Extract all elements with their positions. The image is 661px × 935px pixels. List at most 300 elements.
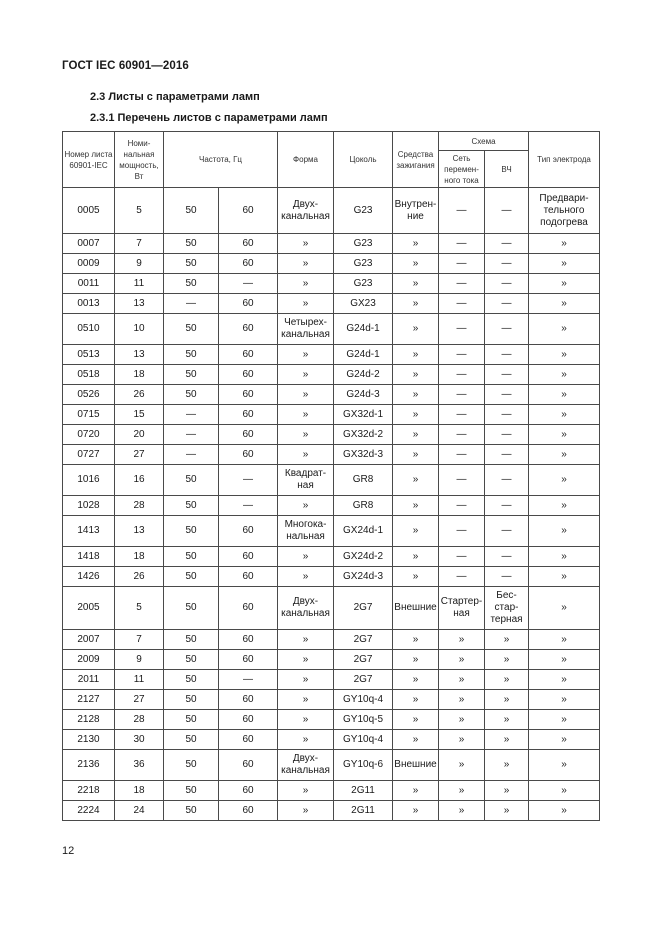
table-cell: » (439, 781, 485, 801)
table-cell: — (439, 365, 485, 385)
table-cell: — (439, 294, 485, 314)
table-cell: 28 (115, 496, 164, 516)
table-cell: 0011 (63, 274, 115, 294)
table-cell: 1426 (63, 567, 115, 587)
table-cell: 7 (115, 234, 164, 254)
table-cell: 50 (164, 188, 219, 234)
table-cell: 0009 (63, 254, 115, 274)
table-row (63, 516, 600, 547)
table-cell: 2007 (63, 630, 115, 650)
table-row (63, 465, 600, 496)
table-cell: — (485, 188, 529, 234)
table-cell: » (529, 587, 600, 630)
table-cell: Двух-канальная (278, 587, 334, 630)
table-cell: 60 (219, 445, 278, 465)
table-cell: » (393, 516, 439, 547)
table-cell: — (164, 294, 219, 314)
table-cell: 50 (164, 730, 219, 750)
table-cell: 60 (219, 547, 278, 567)
table-cell: » (393, 465, 439, 496)
table-cell: — (439, 385, 485, 405)
table-cell: » (393, 385, 439, 405)
table-cell: » (485, 730, 529, 750)
table-cell: » (393, 405, 439, 425)
table-cell: 50 (164, 465, 219, 496)
table-cell: 2009 (63, 650, 115, 670)
table-cell: GX32d-3 (334, 445, 393, 465)
table-row (63, 710, 600, 730)
table-cell: » (393, 274, 439, 294)
table-cell: 50 (164, 314, 219, 345)
table-cell: » (485, 801, 529, 821)
table-cell: 60 (219, 801, 278, 821)
table-cell: » (529, 254, 600, 274)
table-body (63, 188, 600, 821)
table-cell: » (278, 547, 334, 567)
table-cell: » (393, 781, 439, 801)
table-cell: » (278, 496, 334, 516)
table-cell: — (439, 496, 485, 516)
table-cell: — (485, 516, 529, 547)
table-cell: 11 (115, 274, 164, 294)
table-cell: GX23 (334, 294, 393, 314)
table-cell: — (164, 425, 219, 445)
table-cell: » (278, 445, 334, 465)
table-cell: 0526 (63, 385, 115, 405)
table-cell: — (485, 385, 529, 405)
table-cell: Бес-стар-терная (485, 587, 529, 630)
table-row (63, 294, 600, 314)
table-row (63, 801, 600, 821)
table-row (63, 188, 600, 234)
table-cell: GY10q-5 (334, 710, 393, 730)
table-cell: — (219, 465, 278, 496)
table-cell: Двух-канальная (278, 750, 334, 781)
table-cell: 2005 (63, 587, 115, 630)
table-cell: 50 (164, 690, 219, 710)
table-cell: — (485, 425, 529, 445)
table-cell: 60 (219, 294, 278, 314)
table-cell: » (529, 274, 600, 294)
table-cell: 50 (164, 630, 219, 650)
table-cell: » (278, 345, 334, 365)
table-cell: Предвари-тельного подогрева (529, 188, 600, 234)
table-cell: » (529, 365, 600, 385)
table-cell: — (485, 294, 529, 314)
table-cell: 50 (164, 710, 219, 730)
table-cell: 9 (115, 254, 164, 274)
table-cell: » (529, 445, 600, 465)
table-row (63, 690, 600, 710)
table-cell: » (393, 294, 439, 314)
table-cell: » (529, 630, 600, 650)
table-cell: » (393, 425, 439, 445)
table-cell: 24 (115, 801, 164, 821)
table-cell: 20 (115, 425, 164, 445)
table-cell: Внутрен-ние (393, 188, 439, 234)
page-number: 12 (62, 845, 75, 857)
table-row (63, 405, 600, 425)
table-cell: 2136 (63, 750, 115, 781)
table-cell: » (278, 567, 334, 587)
table-cell: » (529, 465, 600, 496)
table-cell: » (529, 690, 600, 710)
table-cell: » (278, 670, 334, 690)
table-cell: Четырех-канальная (278, 314, 334, 345)
table-cell: G23 (334, 274, 393, 294)
table-cell: GX24d-1 (334, 516, 393, 547)
table-cell: 0513 (63, 345, 115, 365)
table-cell: — (439, 314, 485, 345)
table-cell: » (529, 650, 600, 670)
table-cell: 60 (219, 345, 278, 365)
table-cell: 13 (115, 516, 164, 547)
table-row (63, 425, 600, 445)
table-cell: 2130 (63, 730, 115, 750)
table-cell: Многока-нальная (278, 516, 334, 547)
table-cell: » (278, 630, 334, 650)
table-cell: » (278, 801, 334, 821)
table-row (63, 750, 600, 781)
table-cell: GY10q-4 (334, 690, 393, 710)
table-cell: » (278, 690, 334, 710)
table-cell: 60 (219, 750, 278, 781)
table-cell: » (485, 781, 529, 801)
table-cell: 10 (115, 314, 164, 345)
table-cell: 2011 (63, 670, 115, 690)
table-cell: G23 (334, 234, 393, 254)
table-cell: » (439, 730, 485, 750)
table-cell: 50 (164, 587, 219, 630)
table-cell: » (278, 365, 334, 385)
table-cell: 50 (164, 274, 219, 294)
table-cell: 60 (219, 630, 278, 650)
table-row (63, 274, 600, 294)
table-cell: 0518 (63, 365, 115, 385)
header-scheme: Схема (439, 132, 529, 151)
table-cell: — (164, 445, 219, 465)
table-cell: G24d-1 (334, 314, 393, 345)
header-ignition: Средства зажигания (393, 132, 439, 188)
table-cell: 2224 (63, 801, 115, 821)
table-cell: » (393, 670, 439, 690)
table-cell: 13 (115, 294, 164, 314)
table-cell: G24d-2 (334, 365, 393, 385)
table-cell: 50 (164, 234, 219, 254)
table-cell: 0727 (63, 445, 115, 465)
table-cell: 60 (219, 516, 278, 547)
table-cell: 27 (115, 445, 164, 465)
table-cell: 11 (115, 670, 164, 690)
table-cell: 50 (164, 345, 219, 365)
table-cell: — (485, 234, 529, 254)
table-cell: » (393, 445, 439, 465)
table-cell: Внешние (393, 587, 439, 630)
header-power: Номи-нальная мощность, Вт (115, 132, 164, 188)
table-cell: 18 (115, 547, 164, 567)
table-cell: 5 (115, 587, 164, 630)
table-cell: » (278, 405, 334, 425)
table-cell: GX32d-2 (334, 425, 393, 445)
table-row (63, 630, 600, 650)
table-cell: 50 (164, 801, 219, 821)
table-row (63, 567, 600, 587)
table-cell: — (439, 465, 485, 496)
table-cell: G23 (334, 254, 393, 274)
table-row (63, 587, 600, 630)
table-cell: Внешние (393, 750, 439, 781)
header-form: Форма (278, 132, 334, 188)
table-cell: » (393, 365, 439, 385)
header-scheme-hf: ВЧ (485, 151, 529, 188)
table-cell: — (485, 314, 529, 345)
table-cell: » (529, 294, 600, 314)
table-cell: — (219, 496, 278, 516)
table-cell: — (485, 254, 529, 274)
table-cell: G24d-1 (334, 345, 393, 365)
table-cell: 50 (164, 750, 219, 781)
table-cell: 26 (115, 385, 164, 405)
table-cell: » (393, 690, 439, 710)
table-cell: — (219, 274, 278, 294)
table-cell: » (439, 690, 485, 710)
table-cell: » (439, 710, 485, 730)
table-cell: » (278, 730, 334, 750)
table-cell: 50 (164, 670, 219, 690)
table-cell: 2127 (63, 690, 115, 710)
table-cell: 2G11 (334, 801, 393, 821)
document-header: ГОСТ IEC 60901—2016 (62, 60, 189, 72)
table-cell: » (278, 710, 334, 730)
table-cell: » (529, 781, 600, 801)
table-row (63, 254, 600, 274)
table-cell: 13 (115, 345, 164, 365)
table-cell: — (439, 405, 485, 425)
table-cell: » (393, 630, 439, 650)
table-header (63, 132, 600, 188)
table-row (63, 781, 600, 801)
subsection-title: 2.3.1 Перечень листов с параметрами ламп (90, 112, 328, 124)
table-cell: » (485, 670, 529, 690)
table-cell: 2G7 (334, 630, 393, 650)
table-cell: » (529, 750, 600, 781)
table-cell: 60 (219, 710, 278, 730)
table-cell: — (485, 496, 529, 516)
table-cell: 50 (164, 496, 219, 516)
table-cell: 60 (219, 385, 278, 405)
table-cell: — (439, 445, 485, 465)
table-cell: 60 (219, 730, 278, 750)
table-cell: » (529, 670, 600, 690)
table-cell: 28 (115, 710, 164, 730)
table-cell: » (439, 670, 485, 690)
table-cell: » (529, 405, 600, 425)
table-cell: 60 (219, 365, 278, 385)
table-cell: — (485, 547, 529, 567)
table-cell: — (485, 405, 529, 425)
table-cell: — (439, 234, 485, 254)
table-cell: » (278, 781, 334, 801)
table-cell: » (529, 516, 600, 547)
table-cell: — (439, 547, 485, 567)
table-cell: GR8 (334, 496, 393, 516)
table-cell: » (485, 750, 529, 781)
table-cell: 1028 (63, 496, 115, 516)
table-cell: » (529, 567, 600, 587)
header-sheet-number: Номер листа 60901-IEC (63, 132, 115, 188)
table-cell: 50 (164, 547, 219, 567)
table-cell: 60 (219, 650, 278, 670)
table-cell: » (393, 547, 439, 567)
table-cell: » (393, 496, 439, 516)
table-cell: — (439, 188, 485, 234)
table-cell: 60 (219, 567, 278, 587)
table-cell: — (439, 254, 485, 274)
table-cell: 18 (115, 365, 164, 385)
table-cell: » (278, 234, 334, 254)
table-cell: » (393, 254, 439, 274)
table-cell: 2G7 (334, 670, 393, 690)
table-cell: » (278, 274, 334, 294)
table-cell: 50 (164, 650, 219, 670)
table-cell: 27 (115, 690, 164, 710)
table-cell: — (219, 670, 278, 690)
table-cell: » (529, 496, 600, 516)
table-cell: » (529, 801, 600, 821)
table-cell: » (529, 425, 600, 445)
table-cell: 26 (115, 567, 164, 587)
table-cell: » (393, 314, 439, 345)
table-cell: GX24d-2 (334, 547, 393, 567)
table-cell: 50 (164, 365, 219, 385)
table-cell: Квадрат-ная (278, 465, 334, 496)
table-cell: — (485, 365, 529, 385)
table-cell: » (278, 650, 334, 670)
table-cell: GR8 (334, 465, 393, 496)
table-cell: — (439, 425, 485, 445)
table-row (63, 547, 600, 567)
table-cell: » (529, 345, 600, 365)
table-cell: — (439, 516, 485, 547)
table-row (63, 496, 600, 516)
table-cell: Стартер-ная (439, 587, 485, 630)
table-row (63, 730, 600, 750)
table-cell: G23 (334, 188, 393, 234)
section-title: 2.3 Листы с параметрами ламп (90, 91, 260, 103)
table-cell: 0510 (63, 314, 115, 345)
table-cell: 2G11 (334, 781, 393, 801)
table-cell: » (393, 567, 439, 587)
table-cell: GY10q-6 (334, 750, 393, 781)
table-cell: 60 (219, 188, 278, 234)
table-cell: GX32d-1 (334, 405, 393, 425)
table-cell: 0715 (63, 405, 115, 425)
table-cell: 60 (219, 314, 278, 345)
table-cell: 0005 (63, 188, 115, 234)
table-cell: » (529, 547, 600, 567)
table-cell: 15 (115, 405, 164, 425)
table-cell: 50 (164, 567, 219, 587)
table-cell: » (393, 345, 439, 365)
table-cell: » (529, 730, 600, 750)
table-cell: » (529, 314, 600, 345)
table-cell: 5 (115, 188, 164, 234)
table-cell: 16 (115, 465, 164, 496)
table-cell: 36 (115, 750, 164, 781)
table-cell: » (529, 234, 600, 254)
table-cell: 0720 (63, 425, 115, 445)
table-cell: » (485, 690, 529, 710)
table-cell: » (393, 650, 439, 670)
table-cell: — (439, 274, 485, 294)
table-cell: 2G7 (334, 650, 393, 670)
table-row (63, 365, 600, 385)
table-cell: G24d-3 (334, 385, 393, 405)
header-electrode: Тип электрода (529, 132, 600, 188)
table-cell: » (439, 650, 485, 670)
table-cell: » (393, 730, 439, 750)
table-cell: » (529, 710, 600, 730)
table-cell: 2G7 (334, 587, 393, 630)
table-cell: » (439, 630, 485, 650)
table-cell: 60 (219, 254, 278, 274)
table-cell: 7 (115, 630, 164, 650)
lamp-parameters-table (62, 131, 600, 821)
table-cell: 1413 (63, 516, 115, 547)
table-cell: » (439, 801, 485, 821)
table-cell: — (485, 274, 529, 294)
table-cell: 60 (219, 425, 278, 445)
table-cell: 50 (164, 254, 219, 274)
table-cell: » (278, 254, 334, 274)
table-row (63, 314, 600, 345)
table-cell: GX24d-3 (334, 567, 393, 587)
table-cell: 0013 (63, 294, 115, 314)
table-row (63, 445, 600, 465)
table-cell: » (278, 294, 334, 314)
table-cell: 50 (164, 385, 219, 405)
table-cell: — (164, 405, 219, 425)
table-cell: — (485, 465, 529, 496)
table-cell: 18 (115, 781, 164, 801)
table-row (63, 385, 600, 405)
table-cell: » (485, 650, 529, 670)
table-cell: » (485, 630, 529, 650)
table-cell: — (439, 345, 485, 365)
table-cell: 2218 (63, 781, 115, 801)
table-cell: — (485, 567, 529, 587)
table-row (63, 650, 600, 670)
table-row (63, 234, 600, 254)
table-cell: 1016 (63, 465, 115, 496)
table-cell: 1418 (63, 547, 115, 567)
table-cell: 50 (164, 781, 219, 801)
table-cell: 60 (219, 234, 278, 254)
table-cell: 60 (219, 781, 278, 801)
table-cell: » (485, 710, 529, 730)
table-cell: 60 (219, 405, 278, 425)
table-cell: » (393, 801, 439, 821)
table-cell: » (393, 234, 439, 254)
table-cell: 50 (164, 516, 219, 547)
table-cell: — (485, 345, 529, 365)
table-cell: GY10q-4 (334, 730, 393, 750)
table-row (63, 670, 600, 690)
table-cell: 60 (219, 690, 278, 710)
table-cell: 9 (115, 650, 164, 670)
table-row (63, 345, 600, 365)
header-cap: Цоколь (334, 132, 393, 188)
